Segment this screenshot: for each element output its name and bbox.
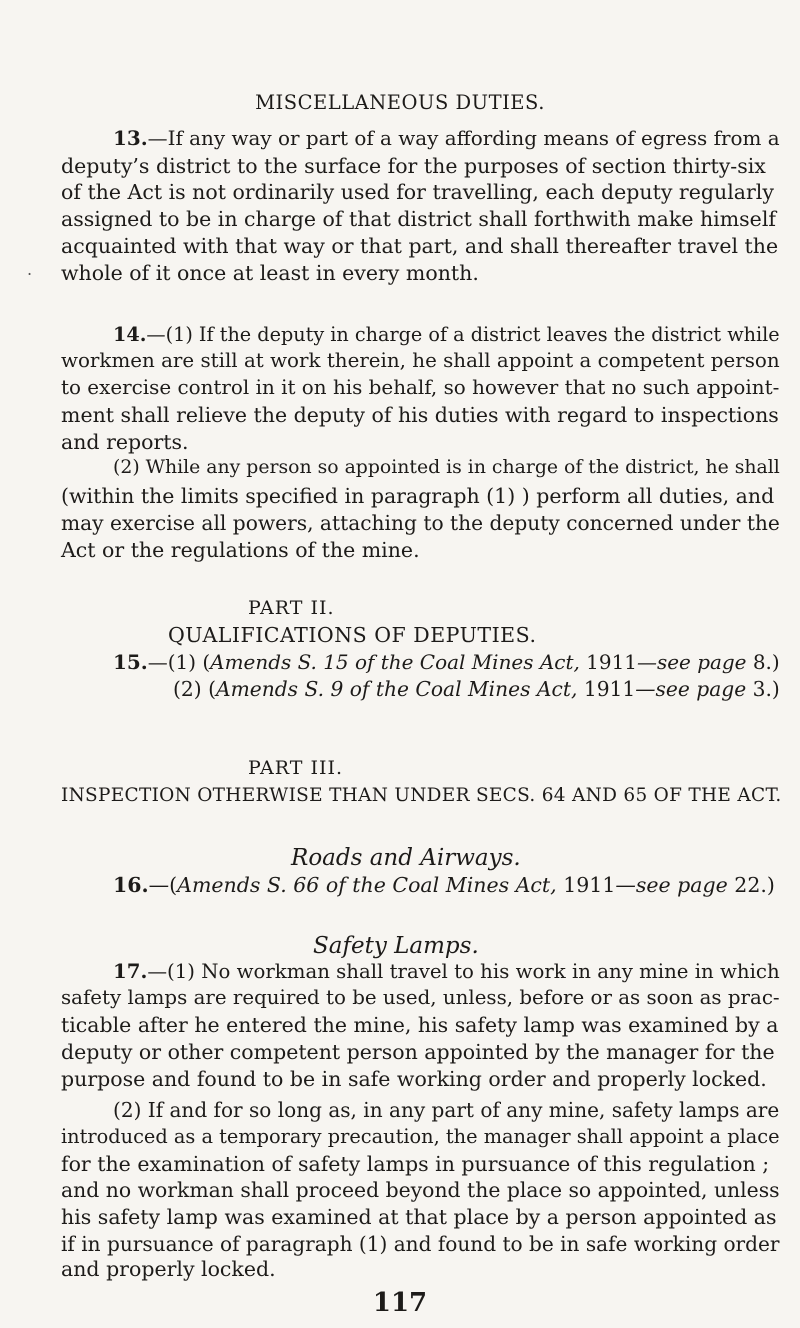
part-heading: INSPECTION OTHERWISE THAN UNDER SECS. 64 AND 65 OF THE ACT.: [61, 784, 782, 806]
roads-heading: Roads and Airways.: [291, 845, 521, 872]
section-text: —(1) If the deputy in charge of a district leaves the district while: [146, 322, 780, 346]
section-text: assigned to be in charge of that district shall forthwith make himself: [61, 207, 776, 232]
section-text: whole of it once at least in every month.: [61, 260, 479, 285]
running-head: MISCELLANEOUS DUTIES.: [255, 90, 545, 114]
section-text: acquainted with that way or that part, and shall thereafter travel the: [61, 233, 779, 258]
page-number: 117: [372, 1288, 428, 1318]
section-text: ticable after he entered the mine, his safety lamp was examined by a: [61, 1013, 779, 1038]
section-number: 17.: [113, 958, 148, 983]
section-text: ment shall relieve the deputy of his duties with regard to inspections: [61, 402, 779, 427]
section-text: (2) While any person so appointed is in charge of the district, he shall: [113, 457, 780, 479]
section-text: Act or the regulations of the mine.: [61, 537, 420, 562]
section-number: 14.: [113, 322, 147, 346]
section-15-sub-2: (2) (Amends S. 9 of the Coal Mines Act, 1911—see page 3.): [173, 677, 780, 701]
section-text: his safety lamp was examined at that place by a person appointed as: [61, 1205, 777, 1230]
section-text: introduced as a temporary precaution, the manager shall appoint a place: [61, 1124, 780, 1148]
section-text: —If any way or part of a way affording means of egress from a: [147, 126, 780, 150]
section-text: workmen are still at work therein, he shall appoint a competent person: [61, 349, 780, 373]
section-text: deputy or other competent person appointed by the manager for the: [61, 1039, 775, 1064]
lamps-heading: Safety Lamps.: [313, 932, 479, 959]
section-text: —(1) No workman shall travel to his work in any mine in which: [147, 959, 780, 983]
margin-mark: .: [27, 259, 33, 279]
part-title: PART III.: [248, 757, 344, 780]
section-16: 16.—(Amends S. 66 of the Coal Mines Act, 1911—see page 22.): [113, 872, 775, 897]
section-text: of the Act is not ordinarily used for travelling, each deputy regularly: [61, 180, 774, 205]
section-text: and reports.: [61, 429, 189, 454]
section-number: 13.: [113, 125, 148, 150]
section-text: and properly locked.: [61, 1256, 276, 1281]
section-number: 16.: [113, 872, 149, 897]
section-text: safety lamps are required to be used, unless, before or as soon as prac-: [61, 986, 780, 1010]
section-text: if in pursuance of paragraph (1) and found to be in safe working order: [61, 1231, 780, 1256]
section-text: for the examination of safety lamps in pursuance of this regulation ;: [61, 1151, 770, 1176]
section-number: 15.: [113, 650, 148, 675]
section-text: purpose and found to be in safe working order and properly locked.: [61, 1066, 767, 1091]
section-text: (within the limits specified in paragraph (1) ) perform all duties, and: [61, 484, 775, 509]
part-heading: QUALIFICATIONS OF DEPUTIES.: [168, 622, 537, 647]
section-text: and no workman shall proceed beyond the place so appointed, unless: [61, 1178, 780, 1203]
section-15-sub-1: 15.—(1) (Amends S. 15 of the Coal Mines Act, 1911—see page 8.): [113, 650, 780, 675]
section-text: may exercise all powers, attaching to the deputy concerned under the: [61, 510, 780, 535]
section-text: deputy’s district to the surface for the purposes of section thirty-six: [61, 153, 766, 178]
section-text: to exercise control in it on his behalf, so however that no such appoint-: [61, 376, 780, 400]
part-title: PART II.: [248, 596, 335, 619]
section-text: (2) If and for so long as, in any part of any mine, safety lamps are: [113, 1098, 780, 1123]
